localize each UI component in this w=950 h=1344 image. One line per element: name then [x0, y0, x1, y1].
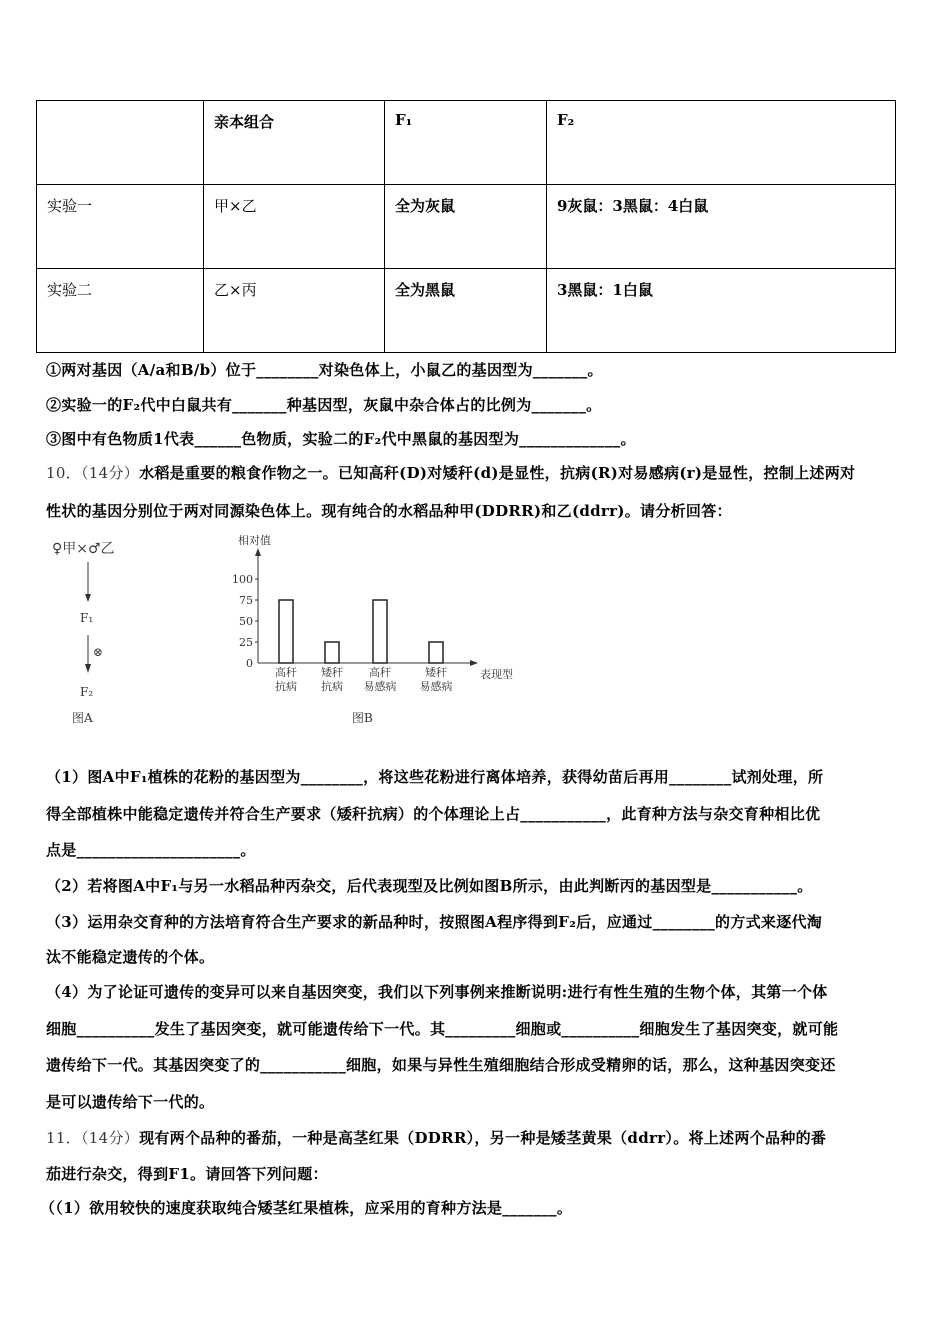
figa-f1: F₁ [80, 611, 94, 625]
q10-line: （4）为了论证可遗传的变异可以来自基因突变，我们以下列事例来推断说明:进行有性生殖的生物个体，其第一个体 [46, 983, 828, 1001]
y-tick-label: 50 [239, 615, 253, 628]
table-cell: 全为灰鼠 [385, 185, 547, 269]
x-tick-label: 抗病 [275, 680, 297, 693]
q10-line: 得全部植株中能稳定遗传并符合生产要求（矮秆抗病）的个体理论上占___________，此育种方法与杂交育种相比优 [46, 805, 821, 823]
experiment-table [36, 100, 896, 353]
table-cell: 甲×乙 [204, 185, 385, 269]
q9-sub1: ①两对基因（A/a和B/b）位于________对染色体上，小鼠乙的基因型为_______。 [46, 361, 603, 379]
q10-intro [46, 462, 855, 483]
bar [279, 600, 293, 663]
table-cell: F₁ [385, 101, 547, 185]
q10-line: 点是_____________________。 [46, 841, 256, 859]
table-cell: F₂ [547, 101, 896, 185]
q10-intro-text: 水稻是重要的粮食作物之一。已知高秆(D)对矮秆(d)是显性，抗病(R)对易感病(r)是显性，控制上述两对 [139, 464, 856, 482]
figa-cross: ♀甲×♂乙 [52, 541, 115, 557]
q11-intro-text: 现有两个品种的番茄，一种是高茎红果（DDRR），另一种是矮茎黄果（ddrr）。将上述两个品种的番 [139, 1129, 827, 1147]
bar [373, 600, 387, 663]
y-tick-label: 25 [239, 636, 253, 649]
q11-intro [46, 1127, 826, 1148]
bar [429, 642, 443, 663]
bar [325, 642, 339, 663]
q11-intro2: 茄进行杂交，得到F1。请回答下列问题： [46, 1165, 328, 1183]
x-tick-label: 高秆 [369, 666, 391, 679]
q10-line: 细胞__________发生了基因突变，就可能遗传给下一代。其_________细胞或__________细胞发生了基因突变，就可能 [46, 1020, 839, 1038]
q11-sub1: （（1）欲用较快的速度获取纯合矮茎红果植株，应采用的育种方法是_______。 [40, 1199, 573, 1217]
q10-line: （1）图A中F₁植株的花粉的基因型为________，将这些花粉进行离体培养，获得幼苗后再用________试剂处理，所 [46, 768, 824, 786]
x-tick-label: 矮秆 [321, 666, 343, 679]
x-tick-label: 矮秆 [425, 666, 447, 679]
figure-ab [30, 530, 530, 730]
figb-caption: 图B [352, 711, 373, 725]
table-header-row [37, 101, 896, 185]
table-cell: 全为黑鼠 [385, 269, 547, 353]
bar-chart [232, 533, 513, 725]
question-number: 10．（14分） [46, 464, 140, 482]
q10-line: （3）运用杂交育种的方法培育符合生产要求的新品种时，按照图A程序得到F₂后，应通过________的方式来逐代淘 [46, 913, 823, 931]
table-cell: 亲本组合 [204, 101, 385, 185]
y-tick-label: 100 [232, 573, 253, 586]
table-cell: 实验二 [37, 269, 204, 353]
x-axis-label: 表现型 [480, 668, 513, 681]
figa-f2: F₂ [80, 685, 94, 699]
table-row [37, 269, 896, 353]
q10-line: （2）若将图A中F₁与另一水稻品种丙杂交，后代表现型及比例如图B所示，由此判断丙的基因型是___________。 [46, 877, 813, 895]
table-cell: 3黑鼠：1白鼠 [547, 269, 896, 353]
figa-self: ⊗ [93, 645, 104, 659]
table-row [37, 185, 896, 269]
q10-line: 遗传给下一代。其基因突变了的___________细胞，如果与异性生殖细胞结合形成受精卵的话，那么，这种基因突变还 [46, 1056, 836, 1074]
y-tick-label: 0 [246, 657, 253, 670]
q10-line: 汰不能稳定遗传的个体。 [46, 948, 215, 966]
x-tick-label: 高秆 [275, 666, 297, 679]
table-cell: 9灰鼠：3黑鼠：4白鼠 [547, 185, 896, 269]
table-cell [37, 101, 204, 185]
table-cell: 乙×丙 [204, 269, 385, 353]
y-axis-label: 相对值 [238, 534, 271, 547]
q10-line: 是可以遗传给下一代的。 [46, 1093, 215, 1111]
table-cell: 实验一 [37, 185, 204, 269]
figa-caption: 图A [72, 711, 93, 725]
q9-sub2: ②实验一的F₂代中白鼠共有_______种基因型，灰鼠中杂合体占的比例为_______。 [46, 396, 602, 414]
question-number: 11．（14分） [46, 1129, 140, 1147]
x-tick-label: 易感病 [419, 680, 453, 693]
x-tick-label: 易感病 [363, 680, 397, 693]
q9-sub3: ③图中有色物质1代表______色物质，实验二的F₂代中黑鼠的基因型为_____________。 [46, 430, 636, 448]
q10-intro2: 性状的基因分别位于两对同源染色体上。现有纯合的水稻品种甲(DDRR)和乙(ddrr)。请分析回答： [46, 502, 732, 520]
y-tick-label: 75 [239, 594, 253, 607]
x-tick-label: 抗病 [321, 680, 343, 693]
